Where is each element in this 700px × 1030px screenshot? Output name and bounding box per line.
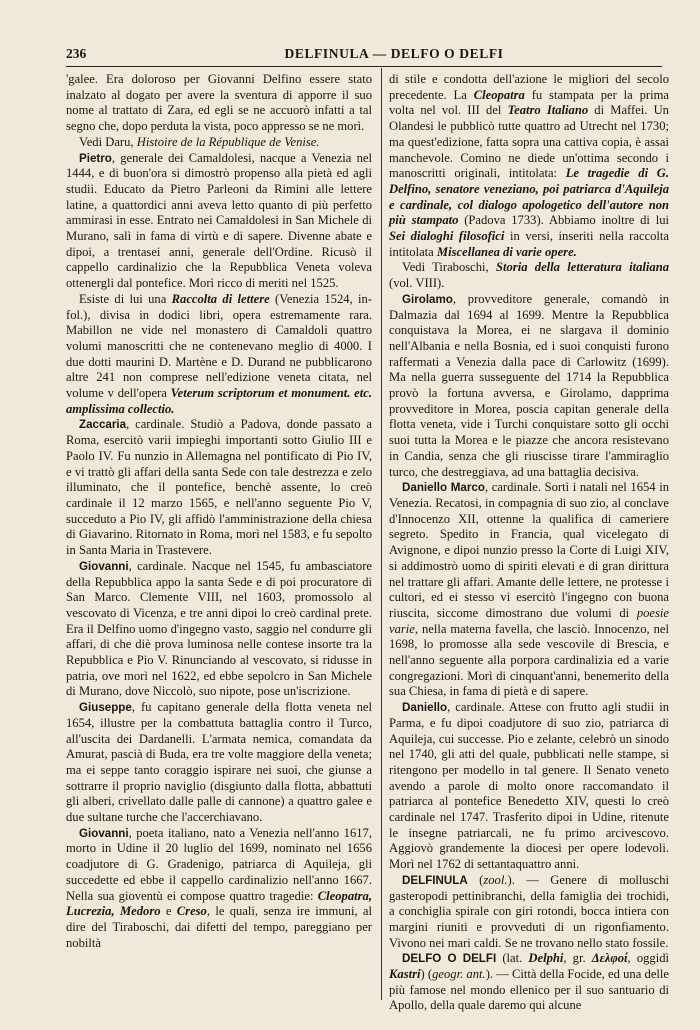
- entry-heading: Girolamo: [402, 292, 453, 306]
- entry-giovanni-poeta: Giovanni, poeta italiano, nato a Venezia nell'anno 1617, morto in Udine il 20 luglio del 1699, nominato nel 1656 coadjutore di G. Gradenigo, patriarca di Aquileja, gli succedette ed ebbe il cappello cardinalizio nell'anno 1667. Nella sua gioventù ei compose quattro tragedie: Cleopatra, Lucrezia, Medoro e Creso, le quali, senza ire immuni, al dire del Tiraboschi, dai difetti del tempo, pareggiano per nobiltà: [66, 825, 372, 950]
- entry-pietro: Pietro, generale dei Camaldolesi, nacque a Venezia nel 1444, e di buon'ora si dimostrò propenso alla pietà ed agli studii. Educato da Pietro Parleoni da Rimini alle lettere latine, a quattordici anni aveva letto quanto di più perfetto ammirasi in esse. Entrato nei Camaldolesi in San Michele di Murano, salì in fama di virtù e di sapere. Divenne abate e dipoi, a trentasei anni, generale dell'Ordine. Ricusò il cappello cardinalizio che la Repubblica Veneta voleva ottenergli dal pontefice. Morì ricco di meriti nel 1525.: [66, 150, 372, 291]
- entry-heading: Daniello Marco: [402, 481, 485, 495]
- entry-giovanni-cardinale: Giovanni, cardinale. Nacque nel 1545, fu ambasciatore della Repubblica appo la santa Sede e di poi procuratore di San Marco. Clemente VIII, nel 1603, promossolo al vescovato di Vicenza, e tre anni dipoi lo creò cardinal prete. Era il Delfino uomo d'ingegno vasto, saggio nel condurre gli affari, di che diè prova luminosa nelle contese insorte tra la Repubblica e Pio V. Rinunciando al vescovato, si ridusse in patria, ove morì nel 1622, ed ebbe sepolcro in San Michele di Murano, dove Niccolò, suo nipote, pose un'iscrizione.: [66, 558, 372, 699]
- entry-heading: DELFO O DELFI: [402, 952, 497, 966]
- entry-heading: Zaccaria: [79, 418, 127, 432]
- page-number: 236: [66, 46, 87, 61]
- running-title: DELFINULA — DELFO O DELFI: [284, 46, 504, 61]
- paragraph-daru-reference: Vedi Daru, Histoire de la République de Venise.: [79, 134, 320, 149]
- entry-heading: Daniello: [402, 701, 448, 715]
- paragraph-galee: 'galee. Era doloroso per Giovanni Delfino essere stato inalzato al dogato per avere la sventura di apporre il suo nome al trattato di Zara, ed egli se ne accuorò infatti a tal segno che, dopo perduta la vista, poco appresso se ne morì.: [66, 72, 372, 134]
- right-column: [389, 72, 670, 1013]
- left-column: [66, 72, 372, 1002]
- entry-heading: Pietro: [79, 151, 112, 165]
- paragraph-tragedie: di stile e condotta dell'azione le migliori del secolo precedente. La Cleopatra fu stampata per la prima volta nel vol. III del Teatro Italiano di Maffei. Un Olandesi le pubblicò tutte quattro ad Utrecht nel 1730; ma quest'edizione, fatta sopra una cattiva copia, è assai manchevole. Comino ne diede un'ottima secondo i manoscritti originali, intitolata: Le tragedie di G. Delfino, senatore veneziano, poi patriarca d'Aquileja e cardinale, col dialogo apologetico dell'autore non più stampato (Padova 1733). Abbiamo inoltre di lui Sei dialoghi filosofici in versi, inseriti nella raccolta intitolata Miscellanea di varie opere.: [389, 72, 670, 259]
- entry-heading: Giuseppe: [79, 701, 132, 715]
- paragraph-raccolta: Esiste di lui una Raccolta di lettere (Venezia 1524, in-fol.), divisa in dodici libri, opera estremamente rara. Mabillon ne vide nel monastero di Camaldoli quattro volumi manoscritti che ne contenevano meglio di 4000. I due dotti maurini D. Martène e D. Durand ne pubblicarono altre 241 non comprese nell'edizione veneta citata, nel volume v dell'opera Veterum scriptorum et monument. etc. amplissima collectio.: [66, 291, 373, 416]
- column-divider: [381, 68, 382, 1000]
- entry-giuseppe: Giuseppe, fu capitano generale della flotta veneta nel 1654, illustre per la combattuta battaglia contro il Turco, all'uscita dei Dardanelli. L'armata nemica, comandata da Amurat, pascià di Buda, era tre volte maggiore della veneta; ma ei seppe tanto coraggio ispirare nei suoi, che giunse a sottrarre il proprio naviglio (disgiunto dalla flotta, abbattuti gli alberi, crivellato dalle palle di cannone) a quattro galee e due sultane turche che l'accerchiavano.: [66, 700, 372, 825]
- entry-delfinula: DELFINULA (zool.). — Genere di molluschi gasteropodi pettinibranchi, della famiglia dei trochidi, a conchiglia spirale con giri rotondi, bocca intiera con margini riuniti e provveduti di un rigonfiamento. Vivono nei mari caldi. Se ne trovano nello stato fossile.: [389, 872, 670, 950]
- entry-zaccaria: Zaccaria, cardinale. Studiò a Padova, donde passato a Roma, esercitò varii impieghi importanti sotto Giulio III e Paolo IV. Fu nunzio in Allemagna nel pontificato di Pio IV, e vi trattò gli affari della santa Sede con tale destrezza e zelo illuminato, che il pontefice, benchè assente, lo creò cardinale il 12 marzo 1565, e nell'anno seguente Pio V, succeduto a Pio IV, gli affidò l'amministrazione della chiesa di Giavarino. Ritornato in Roma, morì nel 1583, e fu sepolto in Santa Maria in Trastevere.: [66, 417, 372, 558]
- page-header: [66, 44, 662, 67]
- entry-daniello: Daniello, cardinale. Attese con frutto agli studii in Parma, e fu dipoi coadjutore di suo zio, patriarca di Aquileja, cui successe. Pio e zelante, celebrò un sinodo nel 1740, gli atti del quale, pubblicati nelle stampe, si ritengono per modello in tal genere. Il Senato veneto avendo a parole di molto onore raccomandato il patriarca al pontefice Benedetto XIV, questi lo creò cardinale nel 1747. Trasferito dipoi in Udine, ritenute le insegne patriarcali, ne fu primo arcivescovo. Aggiovò grandemente la diocesi per opere lodevoli. Morì nel 1762 di settantaquattro anni.: [389, 700, 669, 872]
- entry-girolamo: Girolamo, provveditore generale, comandò in Dalmazia dal 1694 al 1699. Mentre la Repubblica conquistava la Morea, ei ne slargava il dominio nell'Albania e nella Bosnia, ed i suoi conquisti furono raffermati a Venezia dalla pace di Carlowitz (1699). Ma nella guerra susseguente del 1714 la Repubblica provò la fortuna avversa, e Girolamo, dapprima provveditore in Morea, poscia capitan generale della flotta veneta, vide i Turchi conquistare sotto gli occhi suoi tutta la Morea e le piazze che ancora resistevano in Candia, senza che gli riuscisse tirare l'ammiraglio turco, che destreggiava, ad una battaglia decisiva.: [389, 291, 669, 479]
- paragraph-tiraboschi-reference: Vedi Tiraboschi, Storia della letteratura italiana (vol. VIII).: [389, 260, 670, 291]
- entry-heading: Giovanni: [79, 826, 129, 840]
- entry-heading: Giovanni: [79, 559, 129, 573]
- entry-heading: DELFINULA: [402, 873, 468, 887]
- entry-delfo: DELFO O DELFI (lat. Delphi, gr. Δελφοί, oggidì Kastri) (geogr. ant.). — Città della Focide, ed una delle più famose nel mondo ellenico per il suo santuario di Apollo, della quale daremo qui alcune: [389, 951, 670, 1013]
- entry-daniello-marco: Daniello Marco, cardinale. Sortì i natali nel 1654 in Venezia. Recatosi, in compagnia di suo zio, al conclave d'Innocenzo XII, ottenne la qualifica di cameriere segreto. Spedito in Francia, qual vicelegato di Avignone, e dipoi nunzio presso la Corte di Luigi XIV, si addimostrò uomo di spiriti elevati e di gran dirittura nel trattare gli affari. Amante delle lettere, ne protesse i cultori, ed ei stesso vi esercitò l'ingegno con buona riuscita, siccome dimostrano due volumi di poesie varie, nella materna favella, che lasciò. Innocenzo, nel 1698, lo promosse alla sede vescovile di Brescia, e nell'anno seguente alla porpora cardinalizia ed a varie congregazioni. Morì di cinquant'anni, benemerito della sua Chiesa, in fama di pietà e di sapere.: [389, 480, 669, 699]
